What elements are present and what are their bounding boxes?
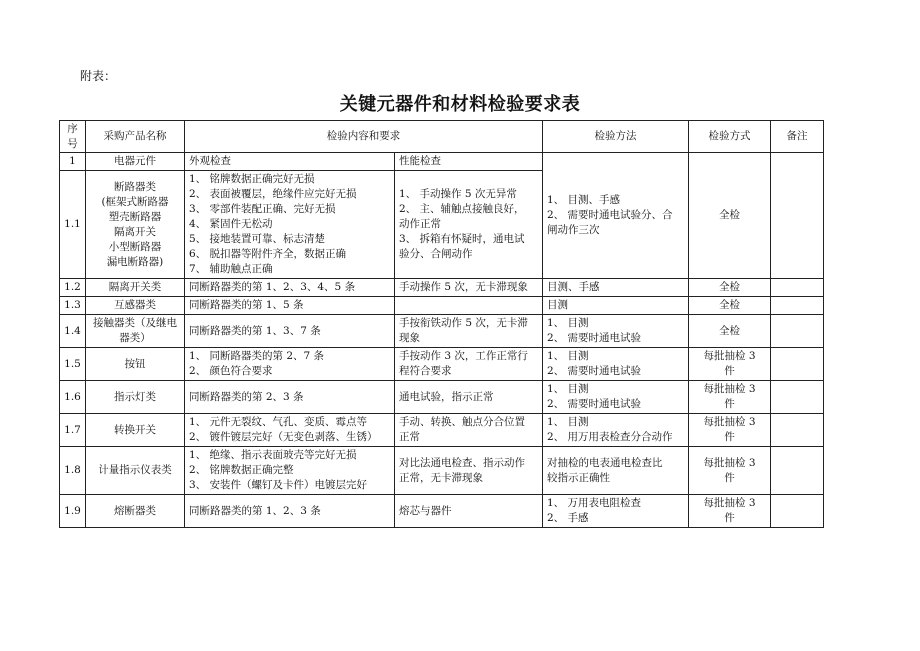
row-method: 目测、手感 [543,279,689,297]
header-row [60,121,824,153]
row-mode: 每批抽检 3 件 [689,381,771,414]
row-performance [395,297,543,315]
header-mode: 检验方式 [689,121,771,153]
row-performance: 手动操作 5 次，无卡滞现象 [395,279,543,297]
row-mode: 每批抽检 3 件 [689,495,771,528]
row-name: 接触器类（及继电 器类） [86,315,185,348]
row-performance: 手动、转换、触点分合位置 正常 [395,414,543,447]
row-method: 目测 [543,297,689,315]
row-seq: 1.5 [60,348,86,381]
row-remark [771,447,824,495]
header-method: 检验方法 [543,121,689,153]
performance-subheader: 性能检查 [395,153,543,171]
table-row [60,381,824,414]
row-appearance: 同断路器类的第 1、2、3、4、5 条 [185,279,395,297]
table-row [60,348,824,381]
row-remark [771,495,824,528]
table-row [60,279,824,297]
row-seq: 1.7 [60,414,86,447]
row-appearance: 1、 元件无裂纹、气孔、变质、霉点等 2、 镀件镀层完好（无变色剥落、生锈） [185,414,395,447]
row-mode: 全检 [689,153,771,279]
row-appearance: 同断路器类的第 2、3 条 [185,381,395,414]
row-method: 对抽检的电表通电检查比 较指示正确性 [543,447,689,495]
row-name: 按钮 [86,348,185,381]
row-name: 计量指示仪表类 [86,447,185,495]
row-appearance: 同断路器类的第 1、2、3 条 [185,495,395,528]
row-name: 指示灯类 [86,381,185,414]
table-row [60,447,824,495]
row-remark [771,153,824,279]
row-performance: 熔芯与器件 [395,495,543,528]
row-mode: 每批抽检 3 件 [689,447,771,495]
row-method: 1、 目测、手感 2、 需要时通电试验分、合 闸动作三次 [543,153,689,279]
row-remark [771,414,824,447]
row-remark [771,381,824,414]
row-performance: 手按衔铁动作 5 次，无卡滞 现象 [395,315,543,348]
row-mode: 全检 [689,315,771,348]
row-appearance: 1、 绝缘、指示表面玻壳等完好无损 2、 铭牌数据正确完整 3、 安装件（螺钉及卡件）电镀层完好 [185,447,395,495]
row-seq: 1 [60,153,86,171]
row-mode: 每批抽检 3 件 [689,348,771,381]
row-seq: 1.6 [60,381,86,414]
row-mode: 全检 [689,297,771,315]
row-remark [771,279,824,297]
row-performance: 对比法通电检查、指示动作 正常，无卡滞现象 [395,447,543,495]
row-name: 转换开关 [86,414,185,447]
header-name: 采购产品名称 [86,121,185,153]
row-mode: 每批抽检 3 件 [689,414,771,447]
row-performance: 1、 手动操作 5 次无异常 2、 主、辅触点接触良好， 动作正常 3、 拆箱有怀疑时，通电试 验分、合闸动作 [395,171,543,279]
table-row [60,414,824,447]
row-performance: 手按动作 3 次，工作正常行 程符合要求 [395,348,543,381]
row-method: 1、 目测 2、 需要时通电试验 [543,348,689,381]
inspection-table [59,120,824,528]
row-remark [771,348,824,381]
row-seq: 1.1 [60,171,86,279]
table-row [60,153,824,171]
table-row [60,495,824,528]
row-method: 1、 万用表电阻检查 2、 手感 [543,495,689,528]
row-method: 1、 目测 2、 需要时通电试验 [543,381,689,414]
row-seq: 1.3 [60,297,86,315]
row-remark [771,297,824,315]
appendix-label: 附表： [80,69,117,83]
row-method: 1、 目测 2、 用万用表检查分合动作 [543,414,689,447]
row-seq: 1.9 [60,495,86,528]
row-seq: 1.4 [60,315,86,348]
table-row [60,297,824,315]
row-remark [771,315,824,348]
header-content: 检验内容和要求 [185,121,543,153]
row-name: 隔离开关类 [86,279,185,297]
table-row [60,315,824,348]
row-seq: 1.2 [60,279,86,297]
row-appearance: 同断路器类的第 1、5 条 [185,297,395,315]
row-appearance: 1、 铭牌数据正确完好无损 2、 表面被覆层，绝缘件应完好无损 3、 零部件装配正确、完好无损 4、 紧固件无松动 5、 接地装置可靠、标志清楚 6、 脱扣器等附件齐全，数据正确 7、 辅助触点正确 [185,171,395,279]
row-mode: 全检 [689,279,771,297]
row-name: 断路器类 (框架式断路器 塑壳断路器 隔离开关 小型断路器 漏电断路器) [86,171,185,279]
row-name: 电器元件 [86,153,185,171]
row-appearance: 同断路器类的第 1、3、7 条 [185,315,395,348]
row-name: 互感器类 [86,297,185,315]
row-name: 熔断器类 [86,495,185,528]
row-method: 1、 目测 2、 需要时通电试验 [543,315,689,348]
header-remark: 备注 [771,121,824,153]
row-performance: 通电试验，指示正常 [395,381,543,414]
row-appearance: 1、 同断路器类的第 2、7 条 2、 颜色符合要求 [185,348,395,381]
row-seq: 1.8 [60,447,86,495]
appearance-subheader: 外观检查 [185,153,395,171]
header-seq: 序 号 [60,121,86,153]
page-title: 关键元器件和材料检验要求表 [339,94,581,115]
